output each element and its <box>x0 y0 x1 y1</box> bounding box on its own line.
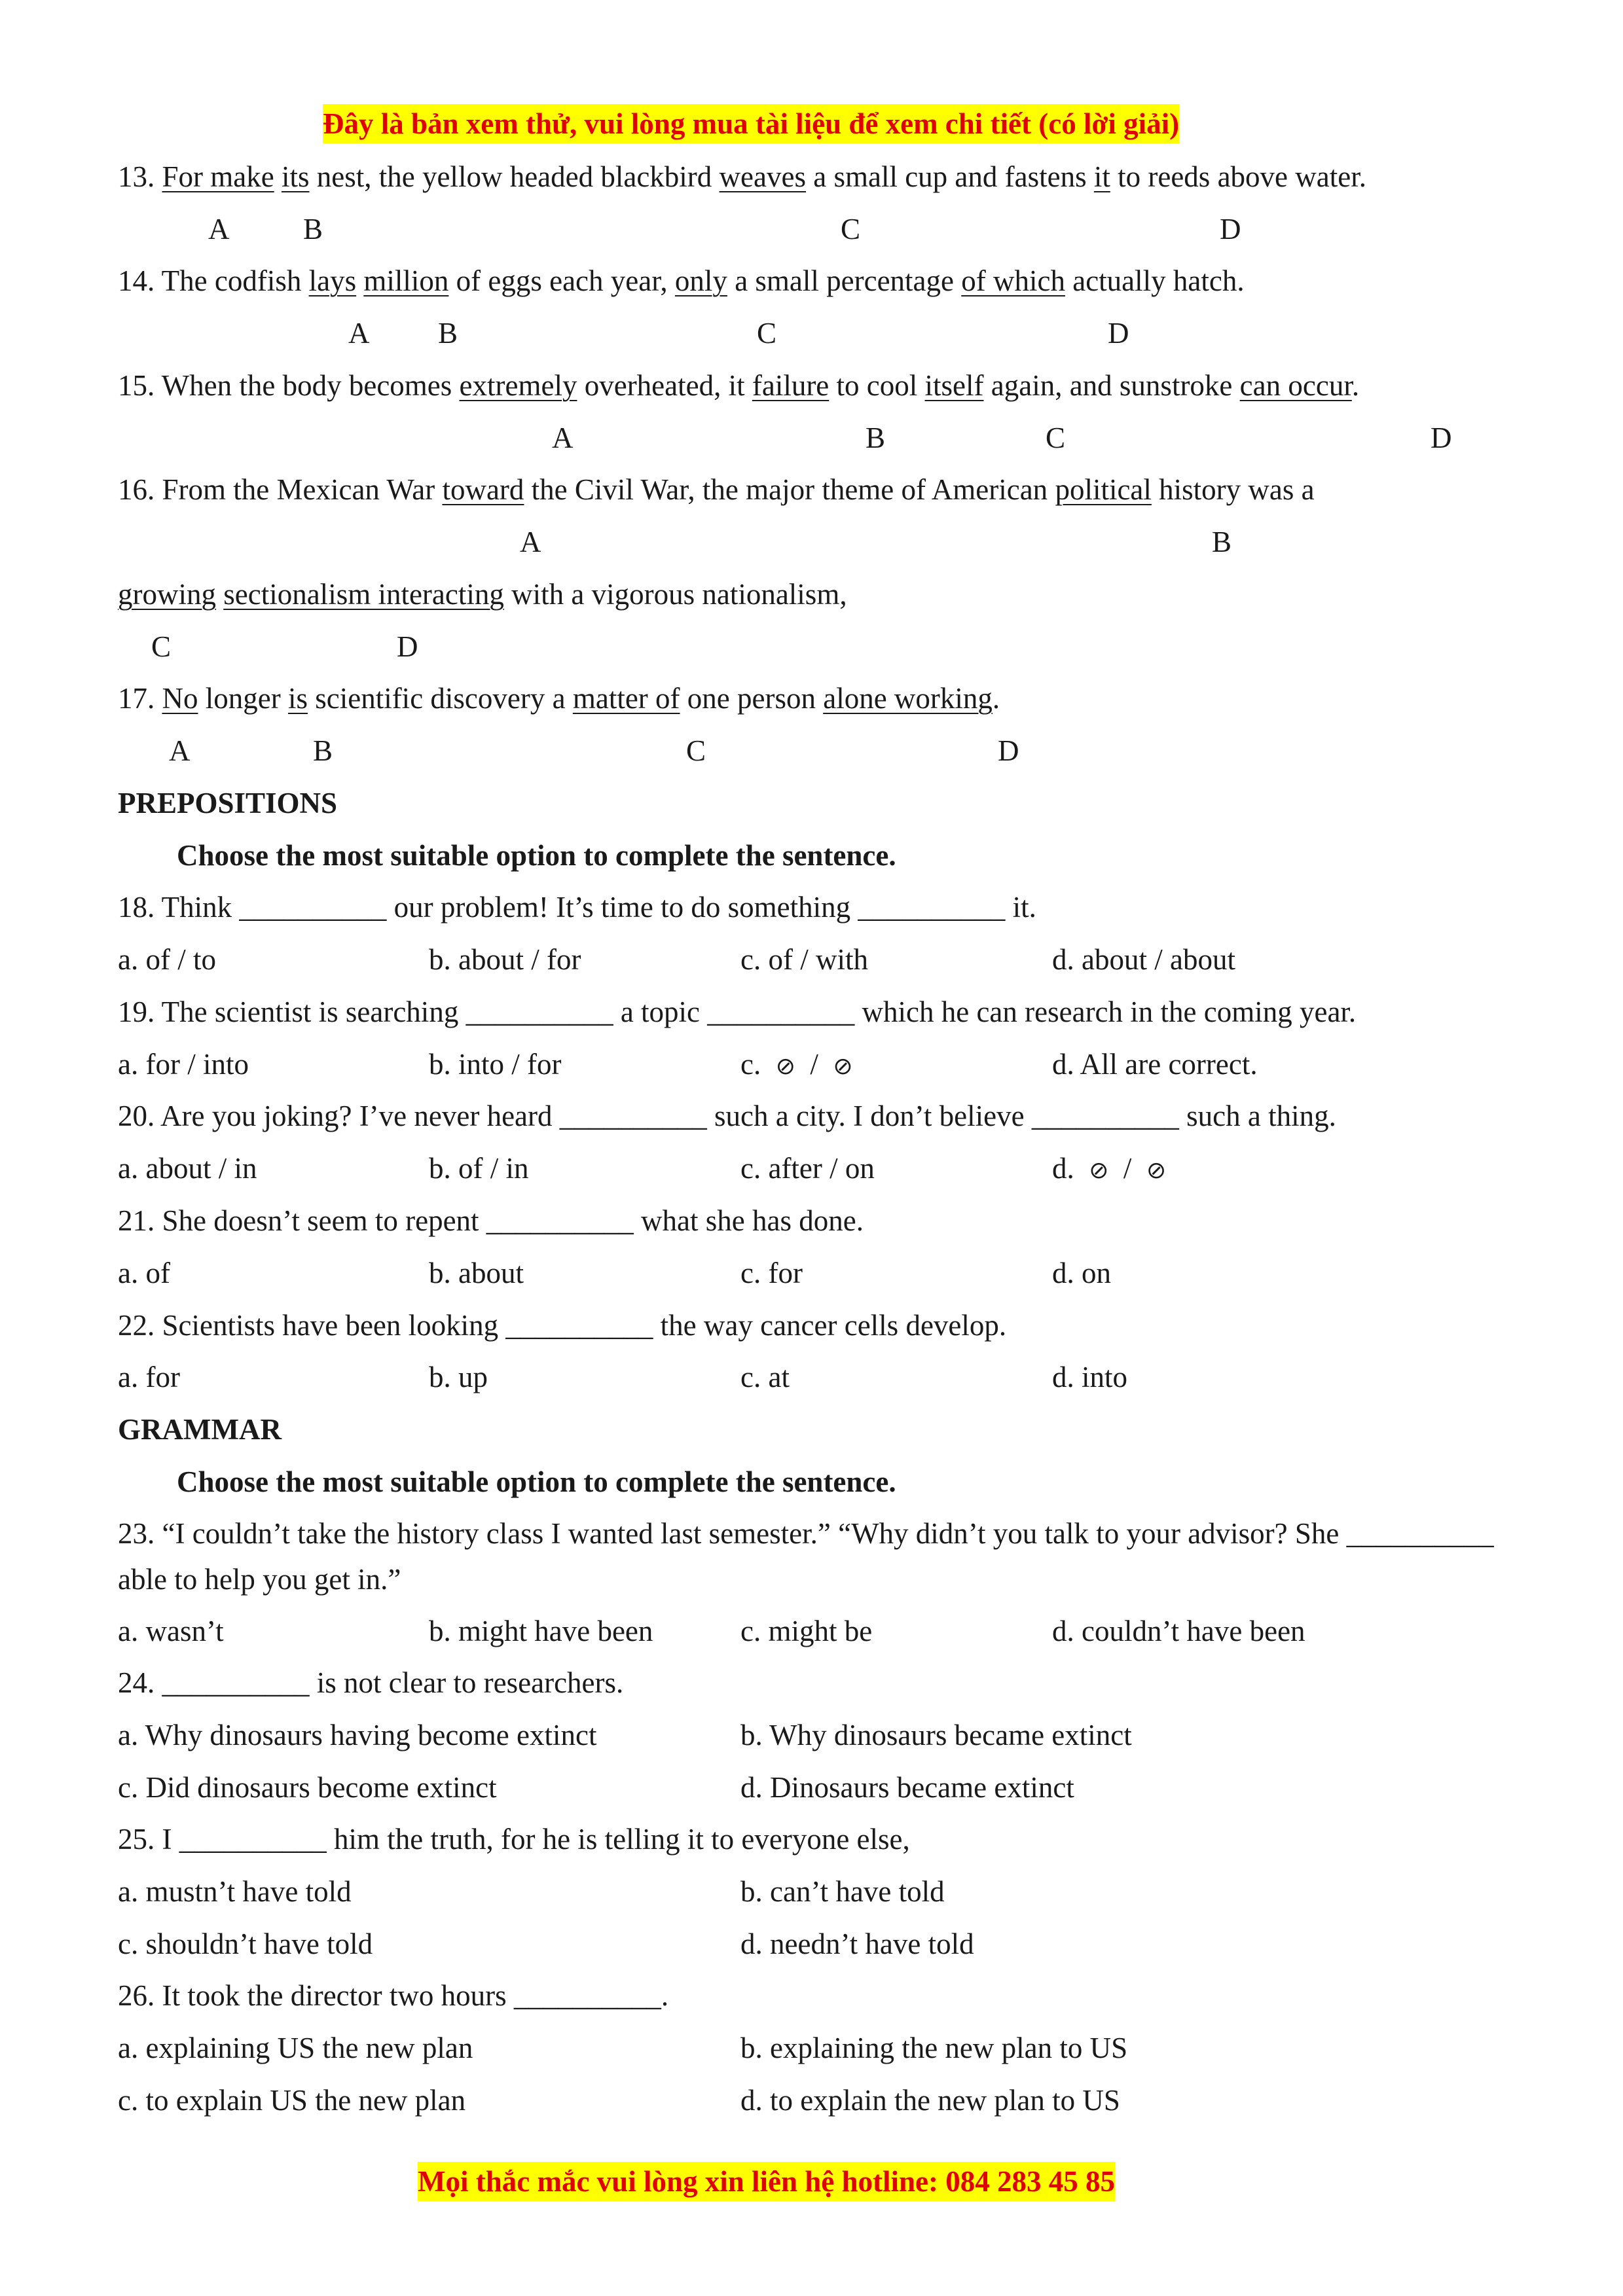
question-21: 21. She doesn’t seem to repent __________ what she has done. <box>118 1204 864 1237</box>
q24-option-b[interactable]: b. Why dinosaurs became extinct <box>740 1719 1132 1751</box>
q21-option-b[interactable]: b. about <box>429 1257 524 1289</box>
q16-label-a: A <box>520 526 541 558</box>
null-symbol-icon: ⊘ <box>775 1053 795 1080</box>
q19-option-d[interactable]: d. All are correct. <box>1052 1048 1258 1081</box>
question-23: 23. “I couldn’t take the history class I wanted last semester.” “Why didn’t you talk to your advisor? She __________ able to help you get in.” <box>118 1517 1494 1596</box>
q18-option-b[interactable]: b. about / for <box>429 943 581 976</box>
null-symbol-icon: ⊘ <box>1089 1157 1109 1184</box>
question-17: 17. No longer is scientific discovery a matter of one person alone working. <box>118 682 1000 715</box>
instruction-prepositions: Choose the most suitable option to complete the sentence. <box>177 839 896 872</box>
q26-option-a[interactable]: a. explaining US the new plan <box>118 2032 473 2064</box>
q25-option-a[interactable]: a. mustn’t have told <box>118 1875 352 1908</box>
q21-option-a[interactable]: a. of <box>118 1257 170 1289</box>
q14-label-a: A <box>348 317 370 350</box>
q21-option-d[interactable]: d. on <box>1052 1257 1111 1289</box>
q22-option-b[interactable]: b. up <box>429 1361 488 1393</box>
q14-label-c: C <box>757 317 777 350</box>
q18-option-c[interactable]: c. of / with <box>740 943 868 976</box>
q20-option-d[interactable]: d. ⊘ / ⊘ <box>1052 1152 1167 1185</box>
q21-option-c[interactable]: c. for <box>740 1257 803 1289</box>
question-16: 16. From the Mexican War toward the Civil War, the major theme of American political history was a <box>118 473 1315 506</box>
q15-label-c: C <box>1046 422 1066 454</box>
q19-option-b[interactable]: b. into / for <box>429 1048 562 1081</box>
question-15: 15. When the body becomes extremely overheated, it failure to cool itself again, and sunstroke can occur. <box>118 369 1360 402</box>
question-20: 20. Are you joking? I’ve never heard __________ such a city. I don’t believe __________ such a thing. <box>118 1100 1336 1132</box>
q18-option-d[interactable]: d. about / about <box>1052 943 1235 976</box>
question-19: 19. The scientist is searching __________ a topic __________ which he can research in the coming year. <box>118 996 1357 1028</box>
q26-option-c[interactable]: c. to explain US the new plan <box>118 2084 466 2117</box>
q14-label-b: B <box>438 317 458 350</box>
q19-option-c[interactable]: c. ⊘ / ⊘ <box>740 1048 853 1081</box>
q18-option-a[interactable]: a. of / to <box>118 943 216 976</box>
q24-option-c[interactable]: c. Did dinosaurs become extinct <box>118 1771 497 1804</box>
hotline-contact-banner: Mọi thắc mắc vui lòng xin liên hệ hotline: 084 283 45 85 <box>418 2162 1115 2201</box>
instruction-grammar: Choose the most suitable option to complete the sentence. <box>177 1465 896 1498</box>
q15-label-b: B <box>866 422 886 454</box>
null-symbol-icon: ⊘ <box>1146 1157 1167 1184</box>
q22-option-a[interactable]: a. for <box>118 1361 180 1393</box>
q16-label-b: B <box>1212 526 1232 558</box>
section-heading-grammar: GRAMMAR <box>118 1413 282 1446</box>
question-18: 18. Think __________ our problem! It’s time to do something __________ it. <box>118 891 1036 924</box>
q16-label-d: D <box>397 630 418 663</box>
q13-label-d: D <box>1220 213 1241 245</box>
q17-label-d: D <box>998 734 1019 767</box>
q25-option-d[interactable]: d. needn’t have told <box>740 1928 974 1960</box>
q23-option-d[interactable]: d. couldn’t have been <box>1052 1615 1305 1647</box>
q24-option-a[interactable]: a. Why dinosaurs having become extinct <box>118 1719 597 1751</box>
q25-option-c[interactable]: c. shouldn’t have told <box>118 1928 373 1960</box>
q25-option-b[interactable]: b. can’t have told <box>740 1875 945 1908</box>
q13-label-c: C <box>841 213 861 245</box>
q22-option-d[interactable]: d. into <box>1052 1361 1128 1393</box>
q24-option-d[interactable]: d. Dinosaurs became extinct <box>740 1771 1074 1804</box>
null-symbol-icon: ⊘ <box>833 1053 853 1080</box>
q23-option-a[interactable]: a. wasn’t <box>118 1615 224 1647</box>
q16-label-c: C <box>151 630 172 663</box>
question-25: 25. I __________ him the truth, for he is telling it to everyone else, <box>118 1823 910 1856</box>
q26-option-b[interactable]: b. explaining the new plan to US <box>740 2032 1128 2064</box>
q20-option-b[interactable]: b. of / in <box>429 1152 529 1185</box>
question-14: 14. The codfish lays million of eggs each year, only a small percentage of which actually hatch. <box>118 264 1245 297</box>
question-16-continued: growing sectionalism interacting with a vigorous nationalism, <box>118 578 847 611</box>
q20-option-c[interactable]: c. after / on <box>740 1152 875 1185</box>
question-24: 24. __________ is not clear to researchers. <box>118 1666 624 1699</box>
q17-label-b: B <box>313 734 333 767</box>
question-13: 13. For make its nest, the yellow headed blackbird weaves a small cup and fastens it to reeds above water. <box>118 160 1366 193</box>
section-heading-prepositions: PREPOSITIONS <box>118 787 338 819</box>
question-22: 22. Scientists have been looking __________ the way cancer cells develop. <box>118 1309 1007 1342</box>
q17-label-c: C <box>686 734 706 767</box>
q20-option-a[interactable]: a. about / in <box>118 1152 257 1185</box>
q19-option-a[interactable]: a. for / into <box>118 1048 249 1081</box>
q22-option-c[interactable]: c. at <box>740 1361 790 1393</box>
q23-option-b[interactable]: b. might have been <box>429 1615 653 1647</box>
q13-label-a: A <box>208 213 230 245</box>
q14-label-d: D <box>1108 317 1129 350</box>
q13-label-b: B <box>303 213 323 245</box>
q15-label-a: A <box>552 422 574 454</box>
q26-option-d[interactable]: d. to explain the new plan to US <box>740 2084 1120 2117</box>
preview-notice-banner: Đây là bản xem thử, vui lòng mua tài liệu để xem chi tiết (có lời giải) <box>323 104 1179 143</box>
q23-option-c[interactable]: c. might be <box>740 1615 873 1647</box>
question-26: 26. It took the director two hours __________. <box>118 1979 669 2012</box>
q15-label-d: D <box>1431 422 1452 454</box>
q17-label-a: A <box>169 734 191 767</box>
